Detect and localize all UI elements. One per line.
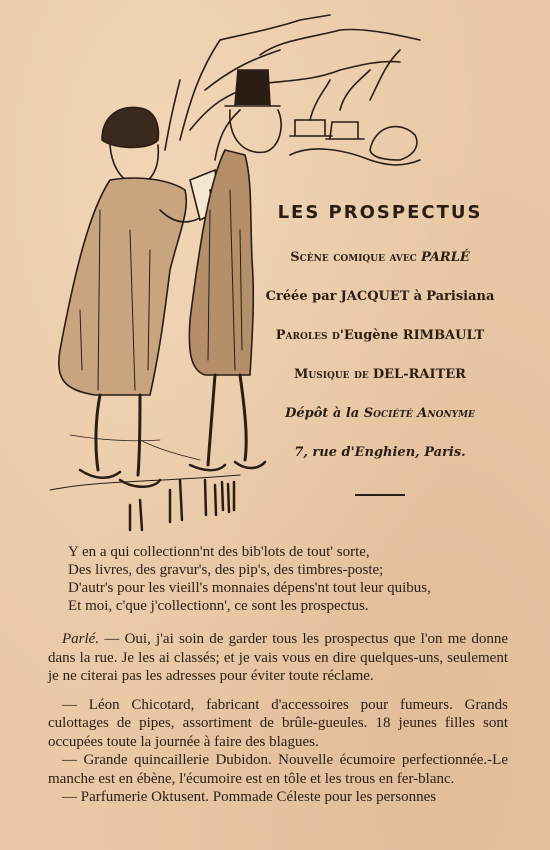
song-verse bbox=[68, 543, 518, 615]
address-line: 7, rue d'Enghien, Paris. bbox=[294, 445, 466, 460]
prose-text: — Oui, j'ai soin de garder tous les prospectus que l'on me donne dans la rue. Je les ai classés; et je vais vous en dire quelques-uns, seulement je ne citerai pas les adresses pour éviter toute réclame. bbox=[48, 631, 508, 684]
musique-line bbox=[245, 367, 515, 382]
verse-line: Des livres, des gravur's, des pip's, des timbres-poste; bbox=[68, 562, 384, 578]
depot-line bbox=[245, 406, 515, 421]
composer-name: DEL-RAITER bbox=[372, 367, 466, 382]
paroles-prefix: Paroles d' bbox=[275, 328, 344, 343]
spoken-section bbox=[48, 630, 508, 807]
prose-paragraph: — Parfumerie Oktusent. Pommade Céleste pour les personnes bbox=[62, 789, 437, 805]
depot-name: Société Anonyme bbox=[363, 406, 475, 421]
paroles-line bbox=[245, 328, 515, 343]
musique-prefix: Musique de bbox=[294, 367, 369, 382]
scene-line bbox=[245, 250, 515, 265]
verse-line: Y en a qui collectionn'nt des bib'lots de tout' sorte, bbox=[68, 544, 370, 560]
prose-paragraph: — Grande quincaillerie Dubidon. Nouvelle écumoire perfectionnée.-Le manche est en ébène, l'écumoire est en tôle et les trous en fer-blanc. bbox=[48, 752, 508, 787]
venue-name: Parisiana bbox=[426, 289, 495, 304]
creator-name: JACQUET bbox=[340, 289, 410, 304]
creee-par-label: Créée par bbox=[265, 289, 337, 304]
scene-parle: PARLÉ bbox=[420, 250, 470, 265]
parle-label: Parlé. bbox=[62, 631, 100, 647]
prose-paragraph bbox=[48, 630, 508, 686]
divider-rule bbox=[355, 494, 405, 496]
title-block bbox=[245, 200, 515, 496]
depot-prefix: Dépôt à la bbox=[285, 406, 360, 421]
creation-line bbox=[245, 289, 515, 304]
a-label: à bbox=[413, 289, 423, 304]
prose-paragraph: — Léon Chicotard, fabricant d'accessoires pour fumeurs. Grands culottages de pipes, assortiment de brûle-gueules. 18 jeunes filles sont occupées toute la journée à faire des blagues. bbox=[48, 696, 508, 750]
lyricist-name: Eugène RIMBAULT bbox=[343, 328, 485, 343]
song-title: LES PROSPECTUS bbox=[277, 202, 483, 223]
verse-line: D'autr's pour les vieill's monnaies dépens'nt tout leur quibus, bbox=[68, 580, 431, 596]
scene-prefix: Scène comique avec bbox=[290, 250, 417, 265]
verse-line: Et moi, c'que j'collectionn', ce sont les prospectus. bbox=[68, 598, 369, 614]
